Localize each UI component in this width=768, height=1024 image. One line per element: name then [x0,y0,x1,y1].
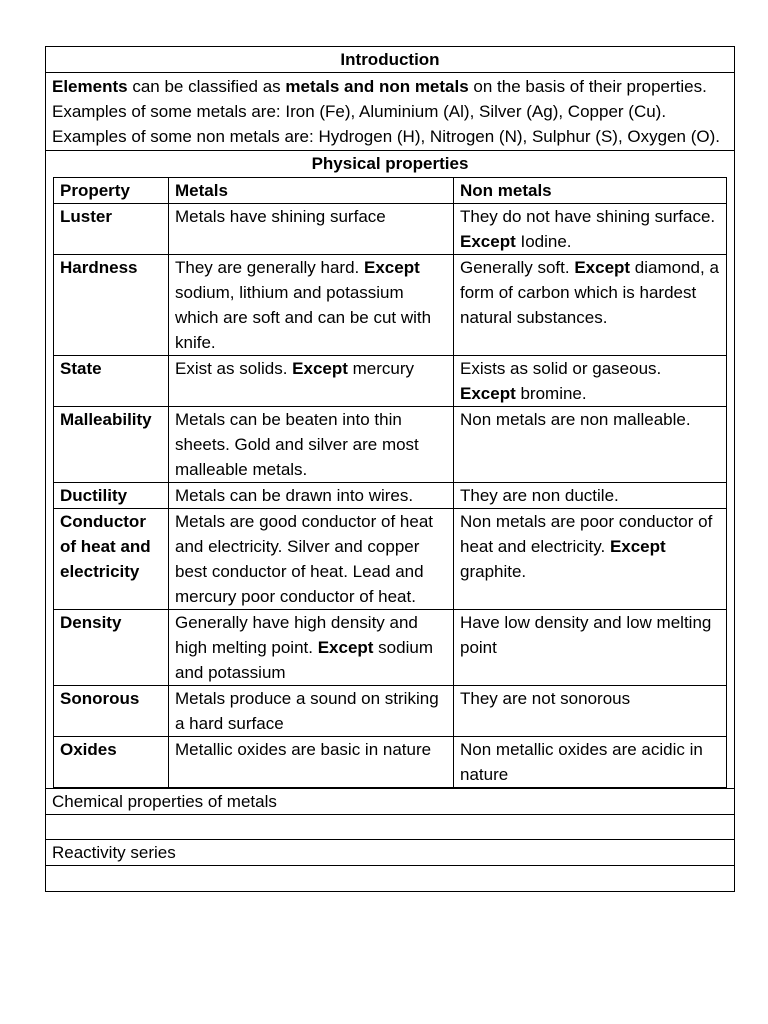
cell-metals [169,483,454,509]
cell-text: sodium and potassium [175,638,433,682]
cell-text: They are not sonorous [460,689,631,708]
cell-text: Metals are good conductor of heat and electricity. Silver and copper best conductor of heat. Lead and mercury poor conductor of heat. [175,512,433,606]
cell-bold-text: Except [460,384,516,403]
cell-nonmetals [454,483,727,509]
cell-metals [169,407,454,483]
cell-property: Hardness [54,255,169,356]
cell-nonmetals [454,255,727,356]
cell-bold-text: Except [317,638,374,657]
cell-property: Oxides [54,737,169,788]
cell-bold-text: Except [292,359,348,378]
physical-table-wrap [46,177,734,789]
cell-metals [169,686,454,737]
cell-nonmetals [454,737,727,788]
cell-nonmetals [454,610,727,686]
table-row [54,407,727,483]
cell-text: Metals produce a sound on striking a hard surface [175,689,439,733]
intro-text-1: can be classified as [127,77,286,96]
notes-table [45,46,735,892]
cell-text: Metals can be drawn into wires. [175,486,414,505]
reactivity-series-heading: Reactivity series [46,840,734,866]
cell-metals [169,356,454,407]
intro-line-3: Examples of some non metals are: Hydrogen (H), Nitrogen (N), Sulphur (S), Oxygen (O). [52,127,720,146]
cell-bold-text: Except [574,258,631,277]
intro-text-2: on the basis of their properties. [468,77,707,96]
cell-text: Metals can be beaten into thin sheets. Gold and silver are most malleable metals. [175,410,419,479]
empty-row-2 [46,866,734,891]
cell-nonmetals [454,686,727,737]
cell-property: State [54,356,169,407]
cell-text: Metallic oxides are basic in nature [175,740,432,759]
table-row [54,737,727,788]
header-nonmetals: Non metals [454,178,727,204]
intro-body [46,73,734,151]
empty-row-1 [46,815,734,840]
table-row [54,255,727,356]
cell-text: They do not have shining surface. [460,207,716,226]
intro-bold-metals: metals and non metals [285,77,469,96]
cell-text: Generally have high density and high melting point. [175,613,418,657]
cell-text: Have low density and low melting point [460,613,712,657]
cell-metals [169,509,454,610]
cell-metals [169,610,454,686]
cell-nonmetals [454,509,727,610]
cell-text: graphite. [460,562,527,581]
header-metals: Metals [169,178,454,204]
cell-property: Ductility [54,483,169,509]
table-header-row [54,178,727,204]
cell-nonmetals [454,204,727,255]
intro-title: Introduction [46,47,734,73]
cell-bold-text: Except [609,537,666,556]
cell-text: Non metallic oxides are acidic in nature [460,740,703,784]
cell-nonmetals [454,356,727,407]
cell-property: Conductor of heat and electricity [54,509,169,610]
chemical-properties-heading: Chemical properties of metals [46,789,734,815]
cell-metals [169,255,454,356]
cell-text: Generally soft. [460,258,575,277]
physical-title: Physical properties [311,154,469,173]
intro-line-2: Examples of some metals are: Iron (Fe), Aluminium (Al), Silver (Ag), Copper (Cu). [52,102,667,121]
cell-nonmetals [454,407,727,483]
cell-text: They are generally hard. [175,258,364,277]
cell-text: Non metals are poor conductor of heat and electricity. [460,512,713,556]
cell-text: Metals have shining surface [175,207,386,226]
table-row [54,356,727,407]
cell-text: Exist as solids. [175,359,293,378]
cell-bold-text: Except [364,258,420,277]
table-row [54,509,727,610]
table-row [54,483,727,509]
header-property: Property [54,178,169,204]
cell-text: Iodine. [515,232,572,251]
cell-property: Luster [54,204,169,255]
cell-text: sodium, lithium and potassium which are soft and can be cut with knife. [175,283,432,352]
cell-text: Non metals are non malleable. [460,410,691,429]
cell-metals [169,204,454,255]
cell-property: Malleability [54,407,169,483]
cell-text: diamond, a form of carbon which is hardest natural substances. [460,258,719,327]
table-row [54,610,727,686]
cell-bold-text: Except [460,232,516,251]
cell-text: Exists as solid or gaseous. [460,359,662,378]
cell-text: mercury [347,359,415,378]
cell-text: They are non ductile. [460,486,619,505]
intro-line-1 [52,74,728,99]
cell-text: bromine. [515,384,587,403]
table-row [54,686,727,737]
table-row [54,204,727,255]
cell-metals [169,737,454,788]
cell-property: Sonorous [54,686,169,737]
physical-properties-table [53,177,727,788]
intro-bold-elements: Elements [52,77,128,96]
cell-property: Density [54,610,169,686]
